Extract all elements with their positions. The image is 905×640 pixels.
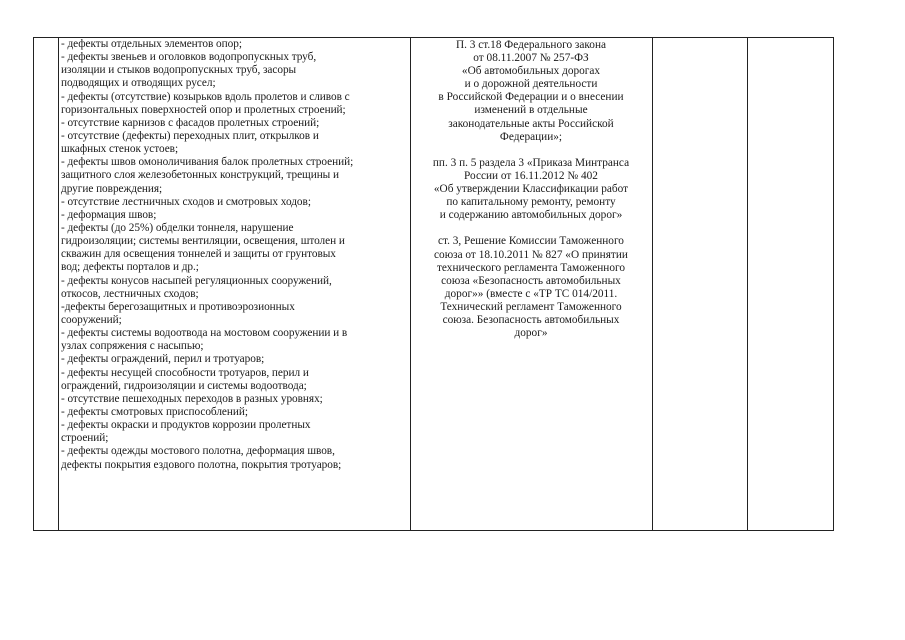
reference-line: дорог» [514, 327, 548, 340]
defect-line: - дефекты одежды мостового полотна, деформация швов, [61, 445, 335, 458]
defect-line: - дефекты смотровых приспособлений; [61, 405, 248, 418]
table-divider-3 [652, 37, 653, 531]
defect-line: - дефекты несущей способности тротуаров, перил и [61, 366, 309, 379]
reference-line: технического регламента Таможенного [437, 261, 625, 274]
defect-line: вод; дефекты порталов и др.; [61, 261, 199, 274]
reference-line: Федерации»; [499, 130, 563, 143]
table-border-left [33, 37, 34, 531]
legal-basis-cell [413, 39, 649, 340]
defect-line: скважин для освещения тоннелей и защиты от грунтовых [61, 248, 336, 261]
reference-line: по капитальному ремонту, ремонту [446, 196, 616, 209]
reference-line: ст. 3, Решение Комиссии Таможенного [438, 235, 624, 248]
reference-line: от 08.11.2007 № 257-ФЗ [473, 52, 589, 65]
legal-reference-federal-law [413, 39, 649, 144]
defect-line: сооружений; [61, 313, 122, 326]
defect-line: узлах сопряжения с насыпью; [61, 340, 204, 353]
reference-line: в Российской Федерации и о внесении [438, 91, 624, 104]
paragraph-spacer [413, 144, 649, 157]
defect-line: - отсутствие лестничных сходов и смотровых ходов; [61, 195, 311, 208]
reference-line: законодательные акты Российской [448, 117, 614, 130]
reference-line: пп. 3 п. 5 раздела 3 «Приказа Минтранса [432, 156, 630, 169]
defect-line: откосов, лестничных сходов; [61, 287, 199, 300]
defect-line: ограждений, гидроизоляции и системы водоотвода; [61, 379, 307, 392]
reference-line: России от 16.11.2012 № 402 [464, 169, 598, 182]
legal-reference-mintrans-order [413, 157, 649, 222]
reference-line: «Об автомобильных дорогах [461, 65, 601, 78]
reference-line: П. 3 ст.18 Федерального закона [455, 39, 607, 51]
defect-line: строений; [61, 432, 109, 445]
defect-line: - дефекты швов омоноличивания балок пролетных строений; [61, 156, 354, 169]
defect-line: - дефекты системы водоотвода на мостовом сооружении и в [61, 327, 348, 340]
defect-line: - дефекты (до 25%) обделки тоннеля, нарушение [61, 221, 294, 234]
table-bottom-border [33, 530, 834, 531]
defect-line: шкафных стенок устоев; [61, 143, 179, 156]
defect-line: - дефекты ограждений, перил и тротуаров; [61, 353, 265, 366]
table-border-right [833, 37, 834, 531]
defect-line: - отсутствие карнизов с фасадов пролетных строений; [61, 116, 320, 129]
reference-line: союза от 18.10.2011 № 827 «О принятии [434, 248, 628, 261]
table-divider-2 [410, 37, 411, 531]
reference-line: изменений в отдельные [474, 104, 588, 117]
defect-line: - дефекты отдельных элементов опор; [61, 38, 242, 50]
reference-line: союза «Безопасность автомобильных [441, 274, 621, 287]
reference-line: «Об утверждении Классификации работ [433, 183, 629, 196]
defect-line: горизонтальных поверхностей опор и пролетных строений; [61, 103, 346, 116]
defect-line: - деформация швов; [61, 208, 157, 221]
reference-line: и о дорожной деятельности [464, 78, 598, 91]
defect-line: - дефекты (отсутствие) козырьков вдоль пролетов и сливов с [61, 90, 350, 103]
paragraph-spacer [413, 222, 649, 235]
legal-reference-customs-union [413, 235, 649, 340]
defect-line: изоляции и стыков водопропускных труб, засоры [61, 64, 297, 77]
reference-line: союза. Безопасность автомобильных [442, 313, 620, 326]
defect-line: - дефекты звеньев и оголовков водопропускных труб, [61, 51, 317, 64]
reference-line: дорог»» (вместе с «ТР ТС 014/2011. [444, 287, 618, 300]
defect-line: дефекты покрытия ездового полотна, покрытия тротуаров; [61, 458, 342, 471]
table-divider-4 [747, 37, 748, 531]
table-divider-1 [58, 37, 59, 531]
reference-line: и содержанию автомобильных дорог» [439, 209, 623, 222]
defect-line: подводящих и отводящих русел; [61, 77, 216, 90]
defect-line: - дефекты конусов насыпей регуляционных сооружений, [61, 274, 332, 287]
defect-line: защитного слоя железобетонных конструкций, трещины и [61, 169, 339, 182]
defect-line: другие повреждения; [61, 182, 163, 195]
defect-line: - отсутствие (дефекты) переходных плит, открылков и [61, 129, 319, 142]
defect-line: -дефекты берегозащитных и противоэрозионных [61, 300, 295, 313]
defects-cell [61, 38, 410, 472]
reference-line: Технический регламент Таможенного [440, 300, 622, 313]
defect-line: - дефекты окраски и продуктов коррозии пролетных [61, 419, 311, 432]
defect-line: гидроизоляции; системы вентиляции, освещения, штолен и [61, 235, 345, 248]
defect-line: - отсутствие пешеходных переходов в разных уровнях; [61, 392, 323, 405]
